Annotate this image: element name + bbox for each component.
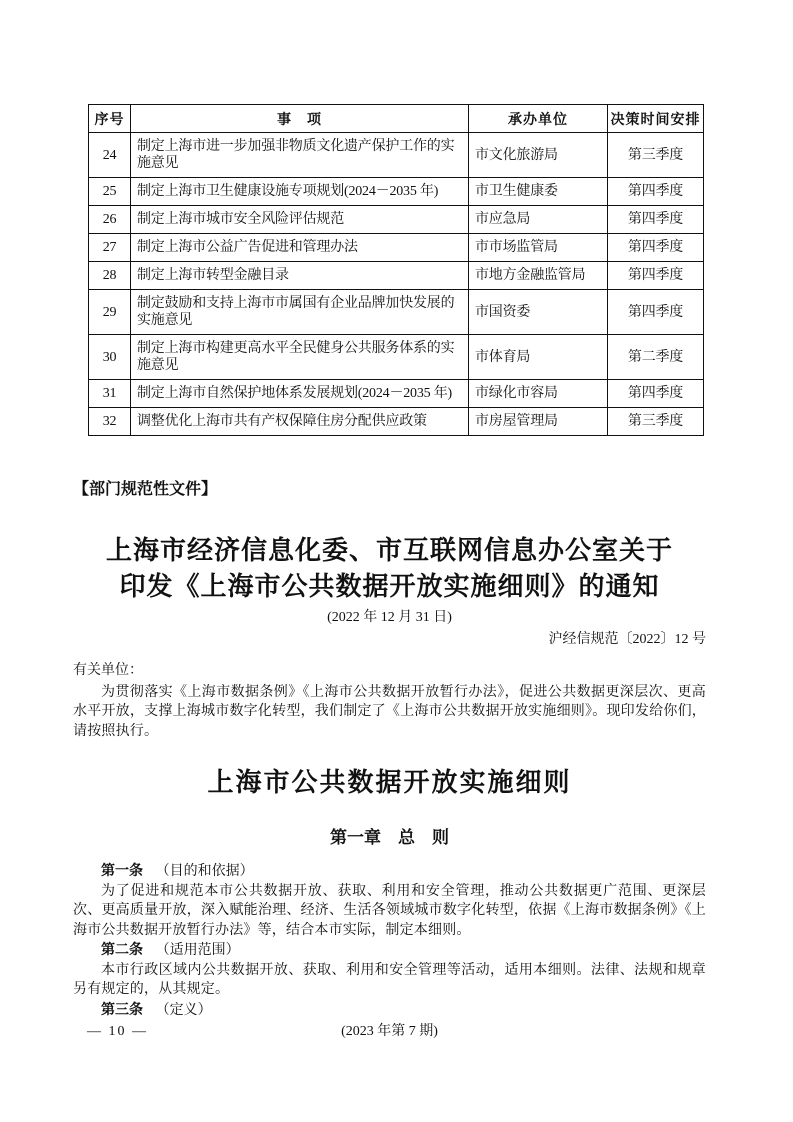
row-unit-cell: 市房屋管理局 xyxy=(469,408,608,436)
row-item-cell: 制定上海市构建更高水平全民健身公共服务体系的实施意见 xyxy=(131,335,469,380)
row-time-cell: 第四季度 xyxy=(608,178,704,206)
page-content xyxy=(73,104,706,1020)
table-row xyxy=(89,234,704,262)
table-row xyxy=(89,335,704,380)
article xyxy=(73,940,706,1000)
doc-number: 沪经信规范〔2022〕12 号 xyxy=(548,632,706,647)
row-unit-cell: 市应急局 xyxy=(469,206,608,234)
article-text: 本市行政区域内公共数据开放、获取、利用和安全管理等活动，适用本细则。法律、法规和规章另有规定的，从其规定。 xyxy=(73,962,706,997)
table-row xyxy=(89,133,704,178)
row-number-cell: 31 xyxy=(89,380,131,408)
notice-title-line1: 上海市经济信息化委、市互联网信息办公室关于 xyxy=(105,536,673,565)
article-subtitle: （目的和依据） xyxy=(155,864,254,879)
chapter-heading: 第一章 总 则 xyxy=(330,828,449,847)
article xyxy=(73,861,706,940)
row-item-cell: 制定上海市城市安全风险评估规范 xyxy=(131,206,469,234)
page-number: — 10 — xyxy=(87,1024,148,1039)
table-row xyxy=(89,178,704,206)
header-cell-item: 事 项 xyxy=(131,105,469,133)
table-header-row xyxy=(89,105,704,133)
row-item-cell: 制定上海市进一步加强非物质文化遗产保护工作的实施意见 xyxy=(131,133,469,178)
article xyxy=(73,1000,706,1021)
salutation: 有关单位： xyxy=(73,663,143,678)
row-item-cell: 制定上海市卫生健康设施专项规划(2024－2035 年) xyxy=(131,178,469,206)
articles-section xyxy=(73,861,706,1020)
table-row xyxy=(89,408,704,436)
header-cell-no: 序号 xyxy=(89,105,131,133)
table-row xyxy=(89,262,704,290)
row-unit-cell: 市市场监管局 xyxy=(469,234,608,262)
article-label: 第一条 xyxy=(101,862,143,878)
row-number-cell: 25 xyxy=(89,178,131,206)
article-heading xyxy=(73,940,706,961)
row-unit-cell: 市地方金融监管局 xyxy=(469,262,608,290)
row-time-cell: 第四季度 xyxy=(608,234,704,262)
table-header xyxy=(89,105,704,133)
table-row xyxy=(89,290,704,335)
header-cell-time: 决策时间安排 xyxy=(608,105,704,133)
row-unit-cell: 市体育局 xyxy=(469,335,608,380)
regulation-title: 上海市公共数据开放实施细则 xyxy=(207,768,572,797)
row-time-cell: 第四季度 xyxy=(608,206,704,234)
row-number-cell: 29 xyxy=(89,290,131,335)
article-label: 第二条 xyxy=(101,941,143,957)
article-label: 第三条 xyxy=(101,1000,143,1017)
article-subtitle: （适用范围） xyxy=(155,943,240,958)
row-number-cell: 26 xyxy=(89,206,131,234)
row-item-cell: 制定上海市公益广告促进和管理办法 xyxy=(131,234,469,262)
row-number-cell: 24 xyxy=(89,133,131,178)
row-number-cell: 28 xyxy=(89,262,131,290)
article-heading xyxy=(73,861,706,882)
row-item-cell: 制定鼓励和支持上海市市属国有企业品牌加快发展的实施意见 xyxy=(131,290,469,335)
table-body xyxy=(89,133,704,436)
article-subtitle: （定义） xyxy=(155,1002,212,1018)
notice-title-line2: 印发《上海市公共数据开放实施细则》的通知 xyxy=(119,572,660,601)
table-row xyxy=(89,206,704,234)
notice-title xyxy=(73,533,706,605)
table-row xyxy=(89,380,704,408)
row-number-cell: 30 xyxy=(89,335,131,380)
header-cell-unit: 承办单位 xyxy=(469,105,608,133)
row-unit-cell: 市文化旅游局 xyxy=(469,133,608,178)
row-unit-cell: 市国资委 xyxy=(469,290,608,335)
row-item-cell: 制定上海市转型金融目录 xyxy=(131,262,469,290)
row-unit-cell: 市卫生健康委 xyxy=(469,178,608,206)
row-time-cell: 第四季度 xyxy=(608,262,704,290)
row-time-cell: 第二季度 xyxy=(608,335,704,380)
row-time-cell: 第三季度 xyxy=(608,408,704,436)
decision-plan-table xyxy=(88,104,704,436)
section-label: 【部门规范性文件】 xyxy=(73,481,218,498)
row-unit-cell: 市绿化市容局 xyxy=(469,380,608,408)
row-number-cell: 32 xyxy=(89,408,131,436)
row-time-cell: 第四季度 xyxy=(608,380,704,408)
row-item-cell: 制定上海市自然保护地体系发展规划(2024－2035 年) xyxy=(131,380,469,408)
row-number-cell: 27 xyxy=(89,234,131,262)
row-item-cell: 调整优化上海市共有产权保障住房分配供应政策 xyxy=(131,408,469,436)
page-footer xyxy=(73,1022,706,1042)
issue-label: (2023 年第 7 期) xyxy=(341,1024,438,1039)
row-time-cell: 第四季度 xyxy=(608,290,704,335)
row-time-cell: 第三季度 xyxy=(608,133,704,178)
notice-body: 为贯彻落实《上海市数据条例》《上海市公共数据开放暂行办法》，促进公共数据更深层次、更高水平开放，支撑上海城市数字化转型，我们制定了《上海市公共数据开放实施细则》。现印发给你们，请按照执行。 xyxy=(73,684,706,739)
article-heading xyxy=(73,1000,706,1021)
notice-date: (2022 年 12 月 31 日) xyxy=(327,610,452,625)
article-text: 为了促进和规范本市公共数据开放、获取、利用和安全管理，推动公共数据更广范围、更深层次、更高质量开放，深入赋能治理、经济、生活各领域城市数字化转型，依据《上海市数据条例》《上海市公共数据开放暂行办法》等，结合本市实际，制定本细则。 xyxy=(73,883,706,938)
